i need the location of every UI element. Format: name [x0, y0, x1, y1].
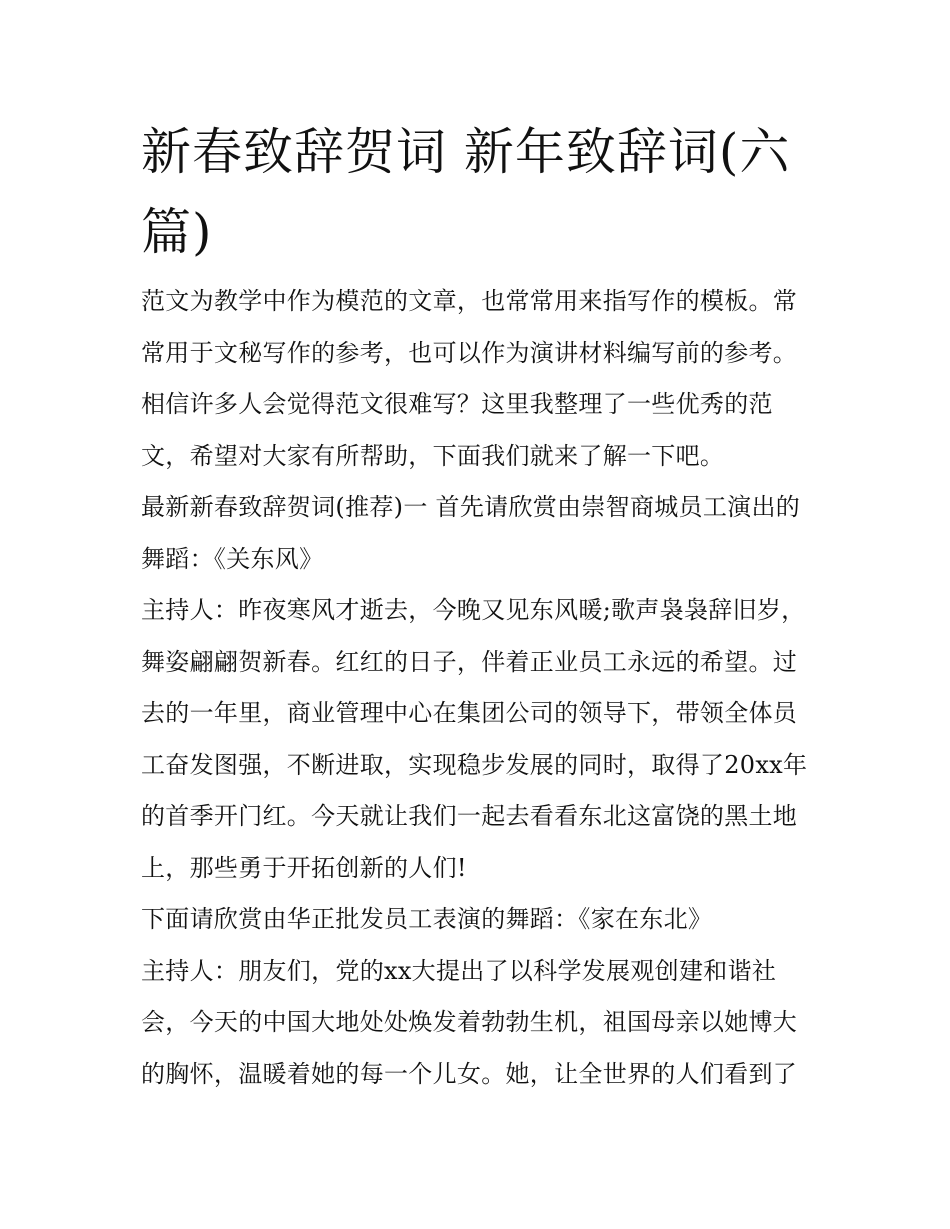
paragraph-host-speech-1: 主持人：昨夜寒风才逝去，今晚又见东风暖;歌声袅袅辞旧岁，舞姿翩翩贺新春。红红的日子，伴着正业员工永远的希望。过去的一年里，商业管理中心在集团公司的领导下，带领全体员工奋发图强，不断进取，实现稳步发展的同时，取得了20xx年的首季开门红。今天就让我们一起去看看东北这富饶的黑土地上，那些勇于开拓创新的人们! — [141, 596, 808, 882]
paragraph-intro: 范文为教学中作为模范的文章，也常常用来指写作的模板。常常用于文秘写作的参考，也可以作为演讲材料编写前的参考。相信许多人会觉得范文很难写？这里我整理了一些优秀的范文，希望对大家有所帮助，下面我们就来了解一下吧。 — [141, 287, 798, 470]
paragraph-first-program: 最新新春致辞贺词(推荐)一 首先请欣赏由崇智商城员工演出的舞蹈：《关东风》 — [141, 493, 801, 573]
document-body — [141, 276, 817, 1100]
paragraph-second-program: 下面请欣赏由华正批发员工表演的舞蹈：《家在东北》 — [141, 905, 713, 933]
paragraph-host-speech-2: 主持人：朋友们，党的xx大提出了以科学发展观创建和谐社会，今天的中国大地处处焕发着勃勃生机，祖国母亲以她博大的胸怀，温暖着她的每一个儿女。她，让全世界的人们看到了 — [141, 956, 798, 1088]
document-title: 新春致辞贺词 新年致辞词(六篇) — [141, 123, 791, 261]
